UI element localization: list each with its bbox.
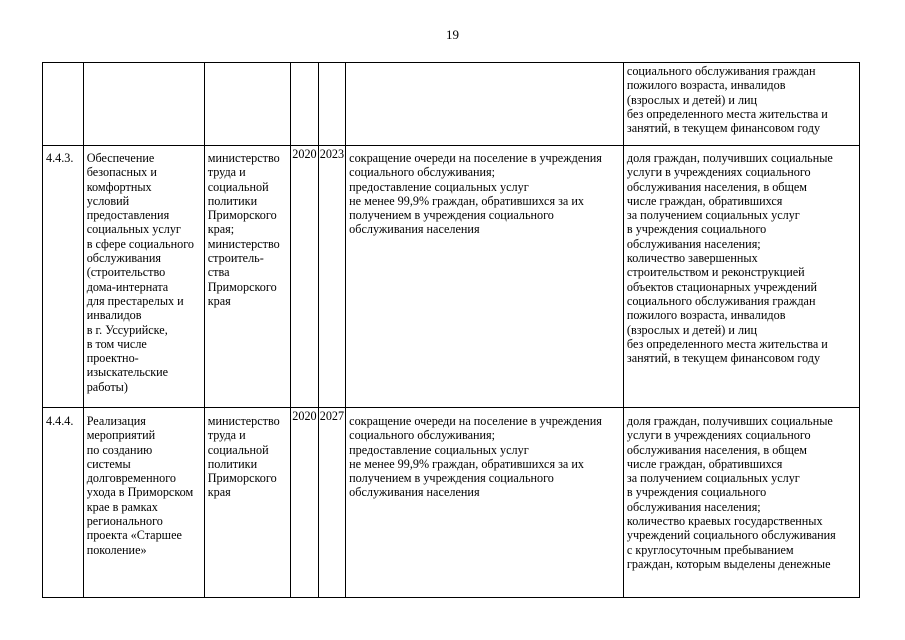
activity-name-line: в г. Уссурийске, bbox=[86, 322, 168, 337]
expected-result-cell bbox=[346, 408, 624, 598]
responsible-executor-line: министерство bbox=[207, 236, 280, 251]
indicator-link-cell bbox=[623, 146, 859, 408]
expected-result-line: социального обслуживания; bbox=[349, 428, 496, 443]
expected-result-line: предоставление социальных услуг bbox=[349, 179, 529, 194]
responsible-executor-line: ства bbox=[207, 265, 230, 280]
activity-name-cell bbox=[83, 146, 204, 408]
indicator-link-line: обслуживания населения; bbox=[626, 236, 761, 251]
indicator-link-cell bbox=[623, 408, 859, 598]
activity-name-line: условий bbox=[86, 193, 130, 208]
expected-result-line: обслуживания населения bbox=[349, 485, 480, 500]
activity-name-line: в том числе bbox=[86, 336, 147, 351]
activity-name-line: крае в рамках bbox=[86, 499, 158, 514]
indicator-link-line: без определенного места жительства и bbox=[626, 106, 828, 121]
activity-name-cell bbox=[83, 63, 204, 146]
indicator-link-line: (взрослых и детей) и лиц bbox=[626, 322, 758, 337]
indicator-link-line: социального обслуживания граждан bbox=[626, 64, 816, 78]
responsible-executor-line: строитель- bbox=[207, 251, 264, 266]
responsible-executor-line: министерство bbox=[207, 151, 280, 165]
activity-name-line: работы) bbox=[86, 379, 128, 394]
expected-result-line: не менее 99,9% граждан, обратившихся за их bbox=[349, 456, 585, 471]
indicator-link-line: количество краевых государственных bbox=[626, 514, 823, 529]
responsible-executor-line: министерство bbox=[207, 414, 280, 428]
item-number-cell: 4.4.3. bbox=[43, 146, 84, 408]
indicator-link-line: пожилого возраста, инвалидов bbox=[626, 308, 786, 323]
activity-name-line: ухода в Приморском bbox=[86, 485, 194, 500]
indicator-link-line: количество завершенных bbox=[626, 251, 758, 266]
indicator-link-line: обслуживания населения, в общем bbox=[626, 179, 808, 194]
start-year-cell: 2020 bbox=[291, 408, 318, 598]
responsible-executor-line: политики bbox=[207, 193, 258, 208]
activity-name-line: мероприятий bbox=[86, 428, 156, 443]
expected-result-line: обслуживания населения bbox=[349, 222, 480, 237]
responsible-executor-line: социальной bbox=[207, 179, 269, 194]
indicator-link-line: обслуживания населения, в общем bbox=[626, 442, 808, 457]
activity-name-line: регионального bbox=[86, 514, 163, 529]
activity-name-line: поколение» bbox=[86, 542, 147, 557]
end-year-cell: 2027 bbox=[318, 408, 345, 598]
page-number: 19 bbox=[446, 27, 459, 42]
responsible-executor-cell bbox=[204, 408, 290, 598]
indicator-link-line: доля граждан, получивших социальные bbox=[626, 414, 833, 428]
indicator-link-line: за получением социальных услуг bbox=[626, 471, 800, 486]
responsible-executor-line: Приморского bbox=[207, 471, 277, 486]
indicator-link-line: с круглосуточным пребыванием bbox=[626, 542, 794, 557]
responsible-executor-line: труда и bbox=[207, 165, 246, 180]
activity-name-line: безопасных и bbox=[86, 165, 157, 180]
responsible-executor-line: политики bbox=[207, 456, 258, 471]
indicator-link-line: доля граждан, получивших социальные bbox=[626, 151, 833, 165]
activity-name-line: комфортных bbox=[86, 179, 152, 194]
indicator-link-line: занятий, в текущем финансовом году bbox=[626, 351, 821, 366]
indicator-link-line: за получением социальных услуг bbox=[626, 208, 800, 223]
indicator-link-line: числе граждан, обратившихся bbox=[626, 456, 783, 471]
indicator-link-line: граждан, которым выделены денежные bbox=[626, 556, 831, 571]
activity-name-line: проектно- bbox=[86, 351, 139, 366]
activity-name-cell bbox=[83, 408, 204, 598]
indicator-link-line: (взрослых и детей) и лиц bbox=[626, 92, 758, 107]
activity-name-line: социальных услуг bbox=[86, 222, 181, 237]
responsible-executor-line: края bbox=[207, 485, 231, 500]
indicator-link-line: обслуживания населения; bbox=[626, 499, 761, 514]
activity-name-line: долговременного bbox=[86, 471, 176, 486]
indicator-link-line: объектов стационарных учреждений bbox=[626, 279, 818, 294]
indicator-link-line: пожилого возраста, инвалидов bbox=[626, 78, 786, 93]
indicator-link-line: без определенного места жительства и bbox=[626, 336, 828, 351]
table-row-continuation bbox=[43, 63, 860, 146]
expected-result-line: получением в учреждения социального bbox=[349, 208, 554, 223]
indicator-link-line: строительством и реконструкцией bbox=[626, 265, 805, 280]
start-year-cell: 2020 bbox=[291, 146, 318, 408]
indicator-link-line: социального обслуживания граждан bbox=[626, 293, 816, 308]
indicator-link-line: в учреждения социального bbox=[626, 485, 767, 500]
responsible-executor-line: труда и bbox=[207, 428, 246, 443]
responsible-executor-cell bbox=[204, 63, 290, 146]
expected-result-line: сокращение очереди на поселение в учреждения bbox=[349, 414, 602, 428]
item-number-cell: 4.4.4. bbox=[43, 408, 84, 598]
table-row-4-4-3 bbox=[43, 146, 860, 408]
indicator-link-cell bbox=[623, 63, 859, 146]
activity-name-line: инвалидов bbox=[86, 308, 142, 323]
expected-result-cell bbox=[346, 63, 624, 146]
activity-name-line: Обеспечение bbox=[86, 151, 155, 165]
expected-result-line: социального обслуживания; bbox=[349, 165, 496, 180]
expected-result-cell bbox=[346, 146, 624, 408]
activity-name-line: дома-интерната bbox=[86, 279, 169, 294]
activity-name-line: предоставления bbox=[86, 208, 170, 223]
expected-result-line: не менее 99,9% граждан, обратившихся за их bbox=[349, 193, 585, 208]
activity-name-line: обслуживания bbox=[86, 251, 162, 266]
expected-result-line: предоставление социальных услуг bbox=[349, 442, 529, 457]
expected-result-line: сокращение очереди на поселение в учреждения bbox=[349, 151, 602, 165]
activity-name-line: проекта «Старшее bbox=[86, 528, 182, 543]
activity-name-line: (строительство bbox=[86, 265, 166, 280]
item-number-cell bbox=[43, 63, 84, 146]
indicator-link-line: услуги в учреждениях социального bbox=[626, 428, 811, 443]
activity-name-line: системы bbox=[86, 456, 131, 471]
activity-name-line: изыскательские bbox=[86, 365, 169, 380]
responsible-executor-line: Приморского bbox=[207, 208, 277, 223]
end-year-cell: 2023 bbox=[318, 146, 345, 408]
responsible-executor-line: края; bbox=[207, 222, 235, 237]
responsible-executor-line: края bbox=[207, 293, 231, 308]
indicator-link-line: услуги в учреждениях социального bbox=[626, 165, 811, 180]
indicator-link-line: учреждений социального обслуживания bbox=[626, 528, 836, 543]
expected-result-line: получением в учреждения социального bbox=[349, 471, 554, 486]
activity-name-line: в сфере социального bbox=[86, 236, 195, 251]
responsible-executor-line: социальной bbox=[207, 442, 269, 457]
indicator-link-line: в учреждения социального bbox=[626, 222, 767, 237]
activity-name-line: Реализация bbox=[86, 414, 146, 428]
program-table bbox=[42, 62, 860, 598]
table-row-4-4-4 bbox=[43, 408, 860, 598]
indicator-link-line: занятий, в текущем финансовом году bbox=[626, 121, 821, 136]
start-year-cell bbox=[291, 63, 318, 146]
responsible-executor-cell bbox=[204, 146, 290, 408]
activity-name-line: для престарелых и bbox=[86, 293, 184, 308]
activity-name-line: по созданию bbox=[86, 442, 153, 457]
responsible-executor-line: Приморского bbox=[207, 279, 277, 294]
end-year-cell bbox=[318, 63, 345, 146]
indicator-link-line: числе граждан, обратившихся bbox=[626, 193, 783, 208]
